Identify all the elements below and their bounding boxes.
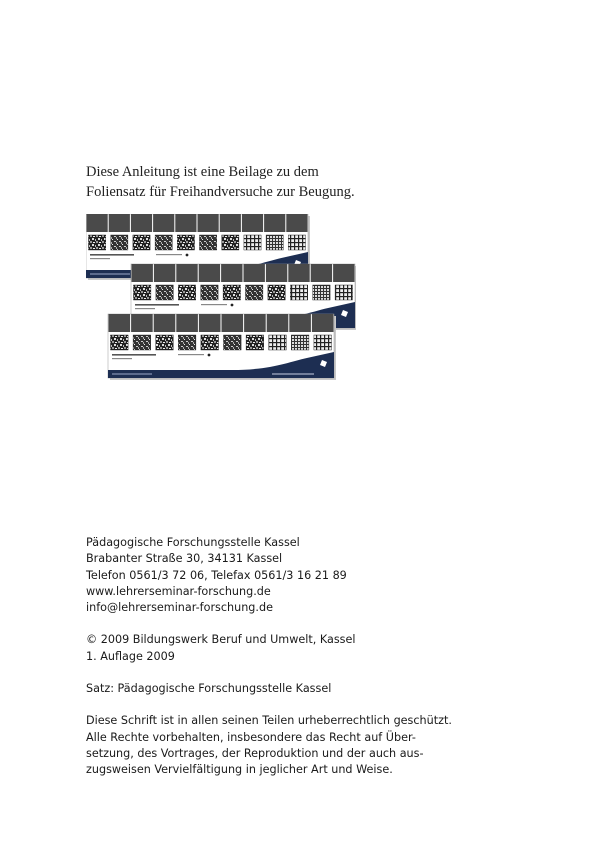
copyright-line: © 2009 Bildungswerk Beruf und Umwelt, Kassel	[86, 633, 356, 647]
intro-text	[86, 162, 506, 202]
intro-line-2: Foliensatz für Freihandversuche zur Beugung.	[86, 184, 355, 200]
rights-line-2: Alle Rechte vorbehalten, insbesondere das Recht auf Über-	[86, 730, 416, 744]
edition-line: 1. Auflage 2009	[86, 649, 175, 663]
foil-strips-image	[86, 214, 356, 384]
publisher-email[interactable]: info@lehrerseminar-forschung.de	[86, 601, 273, 615]
intro-line-1: Diese Anleitung ist eine Beilage zu dem	[86, 164, 319, 180]
rights-line-3: setzung, des Vortrages, der Reproduktion und der auch aus-	[86, 746, 424, 760]
foil-strips-illustration	[86, 214, 356, 389]
publisher-phone: Telefon 0561/3 72 06, Telefax 0561/3 16 21 89	[86, 568, 347, 582]
rights-line-4: zugsweisen Vervielfältigung in jeglicher Art und Weise.	[86, 763, 393, 777]
typesetting-line: Satz: Pädagogische Forschungsstelle Kassel	[86, 682, 332, 696]
publisher-web[interactable]: www.lehrerseminar-forschung.de	[86, 584, 271, 598]
foil-strip-3	[108, 314, 336, 380]
rights-line-1: Diese Schrift ist in allen seinen Teilen urheberrechtlich geschützt.	[86, 714, 452, 728]
publisher-name: Pädagogische Forschungsstelle Kassel	[86, 536, 300, 549]
publisher-street: Brabanter Straße 30, 34131 Kassel	[86, 552, 283, 566]
imprint	[86, 535, 526, 779]
